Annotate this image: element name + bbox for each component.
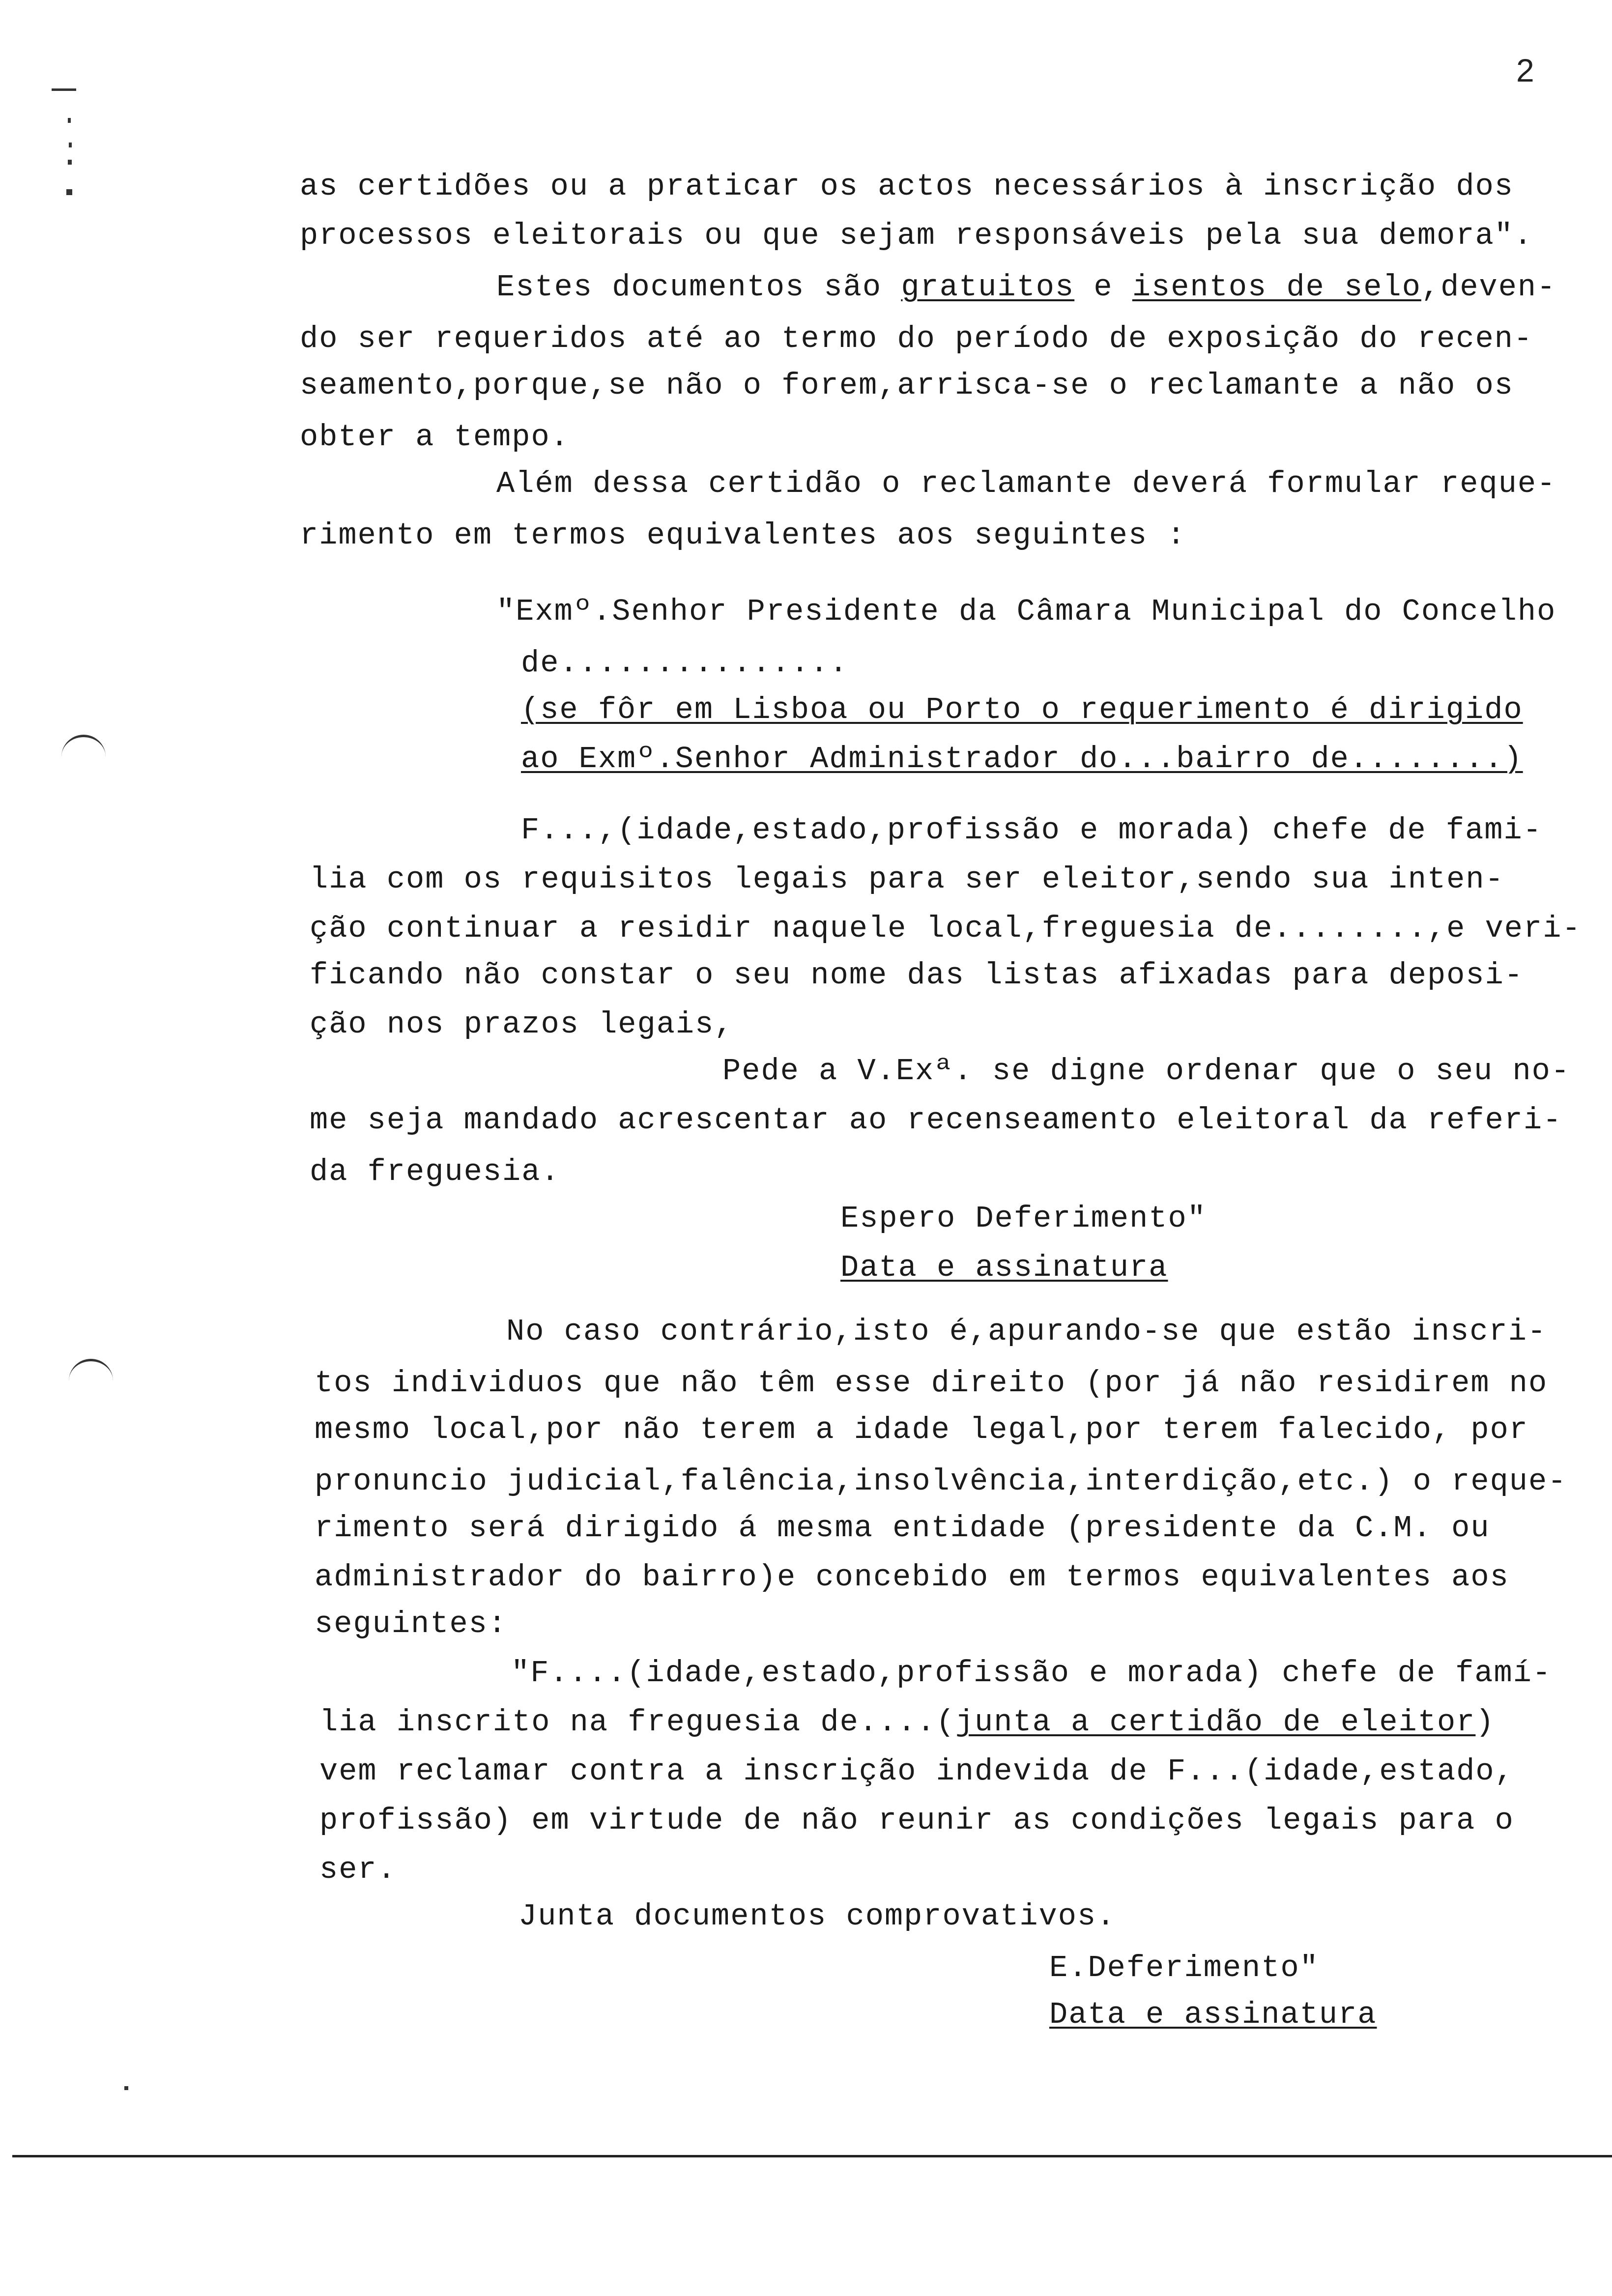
text-line: Espero Deferimento" [840, 1201, 1207, 1236]
text-line: as certidões ou a praticar os actos necessários à inscrição dos [300, 169, 1514, 204]
margin-mark [69, 143, 72, 147]
text-line: do ser requeridos até ao termo do período de exposição do recen- [300, 321, 1533, 356]
text-line: de............... [521, 646, 849, 681]
text-line: ser. [319, 1852, 397, 1887]
text-line: obter a tempo. [300, 420, 570, 455]
text-line: E.Deferimento" [1049, 1951, 1319, 1985]
underlined-text: isentos de selo [1132, 270, 1421, 305]
margin-mark [124, 2086, 128, 2090]
text-line: vem reclamar contra a inscrição indevida de F...(idade,estado, [319, 1754, 1514, 1789]
margin-mark [68, 160, 72, 165]
text-line: me seja mandado acrescentar ao recenseamento eleitoral da referi- [310, 1103, 1562, 1138]
text-line: administrador do bairro)e concebido em termos equivalentes aos [315, 1560, 1509, 1595]
text-line: Junta documentos comprovativos. [518, 1899, 1116, 1934]
margin-mark [69, 1359, 113, 1381]
text-line: No caso contrário,isto é,apurando-se que estão inscri- [506, 1314, 1547, 1349]
text-line: rimento em termos equivalentes aos seguintes : [300, 518, 1186, 553]
text-line: pronuncio judicial,falência,insolvência,interdição,etc.) o reque- [315, 1464, 1567, 1499]
text-line: Estes documentos são gratuitos e isentos de selo,deven- [496, 270, 1556, 305]
text-line: ção continuar a residir naquele local,freguesia de........,e veri- [310, 911, 1582, 946]
text-line [521, 690, 1523, 730]
margin-mark [66, 189, 72, 195]
page-number: 2 [1516, 52, 1534, 88]
text-line: da freguesia. [310, 1154, 560, 1189]
underlined-text: (se fôr em Lisboa ou Porto o requerimento é dirigido [521, 692, 1523, 727]
text-line: tos individuos que não têm esse direito (por já não residirem no [315, 1366, 1548, 1401]
bottom-rule [12, 2155, 1612, 2157]
underlined-text: junta a certidão de eleitor [955, 1705, 1476, 1740]
text-line [840, 1248, 1168, 1288]
margin-mark [52, 88, 76, 91]
underlined-text: Data e assinatura [1049, 1997, 1377, 2032]
text-line: mesmo local,por não terem a idade legal,por terem falecido, por [315, 1412, 1528, 1447]
text-line [1049, 1995, 1377, 2035]
text-line: Além dessa certidão o reclamante deverá formular reque- [496, 466, 1556, 501]
text-line: ficando não constar o seu nome das listas afixadas para deposi- [310, 958, 1524, 993]
text-line: seguintes: [315, 1607, 508, 1641]
underlined-text: ao Exmº.Senhor Administrador do...bairro de........) [521, 742, 1523, 776]
text-line: lia com os requisitos legais para ser eleitor,sendo sua inten- [310, 862, 1504, 897]
text-line: profissão) em virtude de não reunir as condições legais para o [319, 1803, 1514, 1838]
text-line: "F....(idade,estado,profissão e morada) chefe de famí- [511, 1656, 1552, 1691]
text-line: Pede a V.Exª. se digne ordenar que o seu no- [722, 1054, 1571, 1089]
text-line: lia inscrito na freguesia de....(junta a certidão de eleitor) [319, 1705, 1495, 1740]
text-line: "Exmº.Senhor Presidente da Câmara Municipal do Concelho [496, 594, 1556, 629]
text-line: rimento será dirigido á mesma entidade (presidente da C.M. ou [315, 1511, 1490, 1546]
text-line [521, 740, 1523, 779]
underlined-text: Data e assinatura [840, 1250, 1168, 1285]
text-line: processos eleitorais ou que sejam responsáveis pela sua demora". [300, 218, 1533, 253]
text-line: ção nos prazos legais, [310, 1007, 734, 1042]
text-line: seamento,porque,se não o forem,arrisca-se o reclamante a não os [300, 368, 1514, 403]
underlined-text: gratuitos [901, 270, 1075, 305]
margin-mark [61, 735, 106, 757]
margin-mark [68, 118, 71, 123]
text-line: F...,(idade,estado,profissão e morada) chefe de fami- [521, 813, 1542, 848]
